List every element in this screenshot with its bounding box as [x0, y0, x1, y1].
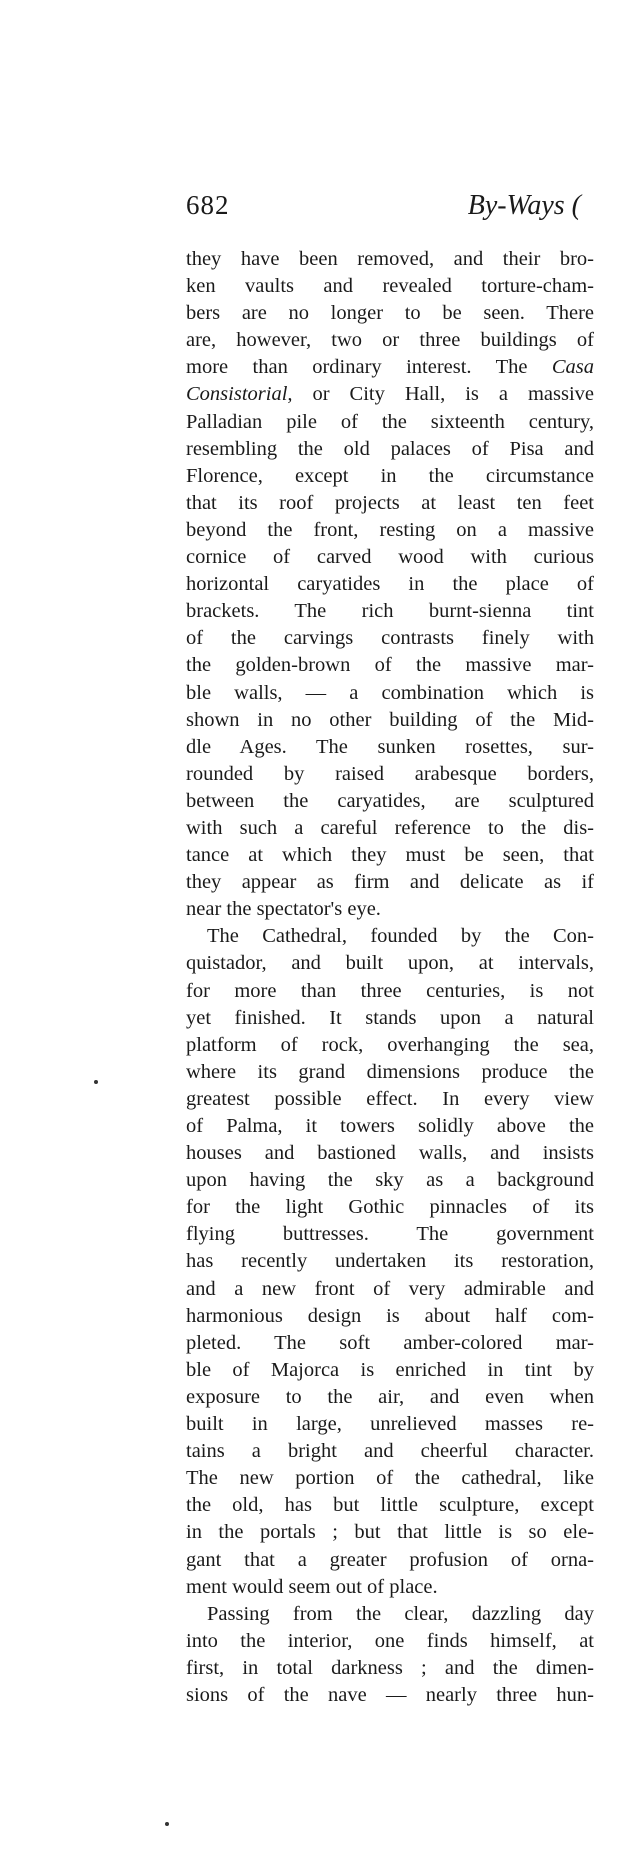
text-line: for the light Gothic pinnacles of its [186, 1196, 594, 1219]
text-line: between the caryatides, are sculptured [186, 789, 594, 812]
text-line: into the interior, one finds himself, at [186, 1629, 594, 1652]
margin-speck [94, 1080, 98, 1084]
text-line [186, 381, 594, 408]
text-line: quistador, and built upon, at intervals, [186, 952, 594, 975]
text-line: of the carvings contrasts finely with [186, 627, 594, 650]
italic-term: Casa [551, 356, 594, 379]
text-line: with such a careful reference to the dis- [186, 816, 594, 839]
text-line: harmonious design is about half com- [186, 1304, 594, 1327]
text-line: upon having the sky as a background [186, 1169, 594, 1192]
text-line: built in large, unrelieved masses re- [186, 1413, 594, 1436]
text-line: the golden-brown of the massive mar- [186, 654, 594, 677]
text-line: gant that a greater profusion of orna- [186, 1548, 594, 1571]
text-line: resembling the old palaces of Pisa and [186, 437, 594, 460]
text-line: near the spectator's eye. [186, 898, 381, 921]
paragraph-1 [186, 246, 594, 923]
text-line: horizontal caryatides in the place of [186, 573, 594, 596]
text-line [186, 354, 594, 381]
text-line: has recently undertaken its restoration, [186, 1250, 594, 1273]
text-line: of Palma, it towers solidly above the [186, 1115, 594, 1137]
text-line: The Cathedral, founded by the Con- [207, 925, 594, 948]
text-line: cornice of carved wood with curious [186, 546, 594, 569]
text-line: houses and bastioned walls, and insists [186, 1142, 594, 1165]
text-line: they appear as firm and delicate as if [186, 871, 594, 894]
text-line: the old, has but little sculpture, except [186, 1494, 594, 1517]
text-line: they have been removed, and their bro- [186, 248, 594, 270]
page-header [186, 190, 581, 230]
text-line: for more than three centuries, is not [186, 979, 594, 1002]
text-line: in the portals ; but that little is so ele- [186, 1521, 594, 1544]
text-line: exposure to the air, and even when [186, 1385, 594, 1408]
page-number: 682 [186, 190, 230, 220]
text-line: The new portion of the cathedral, like [186, 1467, 594, 1490]
paragraph-3 [186, 1601, 594, 1709]
text-line: ment would seem out of place. [186, 1575, 438, 1598]
text-line: Palladian pile of the sixteenth century, [186, 410, 594, 433]
text-line: ble walls, — a combination which is [186, 681, 594, 704]
text-line: sions of the nave — nearly three hun- [186, 1683, 594, 1706]
text-line: greatest possible effect. In every view [186, 1087, 594, 1110]
paragraph-2 [186, 923, 594, 1600]
text-line: ble of Majorca is enriched in tint by [186, 1358, 594, 1381]
text-line: where its grand dimensions produce the [186, 1060, 594, 1083]
text-line: first, in total darkness ; and the dimen- [186, 1656, 594, 1679]
running-head: By-Ways ( [467, 190, 581, 221]
text-line: tains a bright and cheerful character. [186, 1440, 594, 1463]
text-line: brackets. The rich burnt-sienna tint [186, 600, 594, 623]
text-segment: or City Hall, is a massive [292, 383, 594, 406]
text-line: tance at which they must be seen, that [186, 844, 594, 867]
text-segment: more than ordinary interest. The [186, 356, 552, 379]
text-line: Florence, except in the circumstance [186, 464, 594, 487]
margin-speck [165, 1822, 169, 1826]
text-line: are, however, two or three buildings of [186, 329, 594, 352]
text-line: pleted. The soft amber-colored mar- [186, 1331, 594, 1354]
text-line: dle Ages. The sunken rosettes, sur- [186, 735, 594, 758]
italic-term: Consistorial, [186, 383, 293, 406]
text-line: yet finished. It stands upon a natural [186, 1006, 594, 1029]
text-line: shown in no other building of the Mid- [186, 708, 594, 731]
text-line: flying buttresses. The government [186, 1223, 594, 1246]
text-line: bers are no longer to be seen. There [186, 302, 594, 325]
text-line: ken vaults and revealed torture-cham- [186, 275, 594, 298]
text-line: rounded by raised arabesque borders, [186, 762, 594, 785]
text-line: Passing from the clear, dazzling day [207, 1602, 594, 1625]
text-line: platform of rock, overhanging the sea, [186, 1033, 594, 1056]
text-line: beyond the front, resting on a massive [186, 518, 594, 541]
body-text [186, 246, 594, 1709]
text-line: that its roof projects at least ten feet [186, 491, 594, 514]
text-line: and a new front of very admirable and [186, 1277, 594, 1300]
